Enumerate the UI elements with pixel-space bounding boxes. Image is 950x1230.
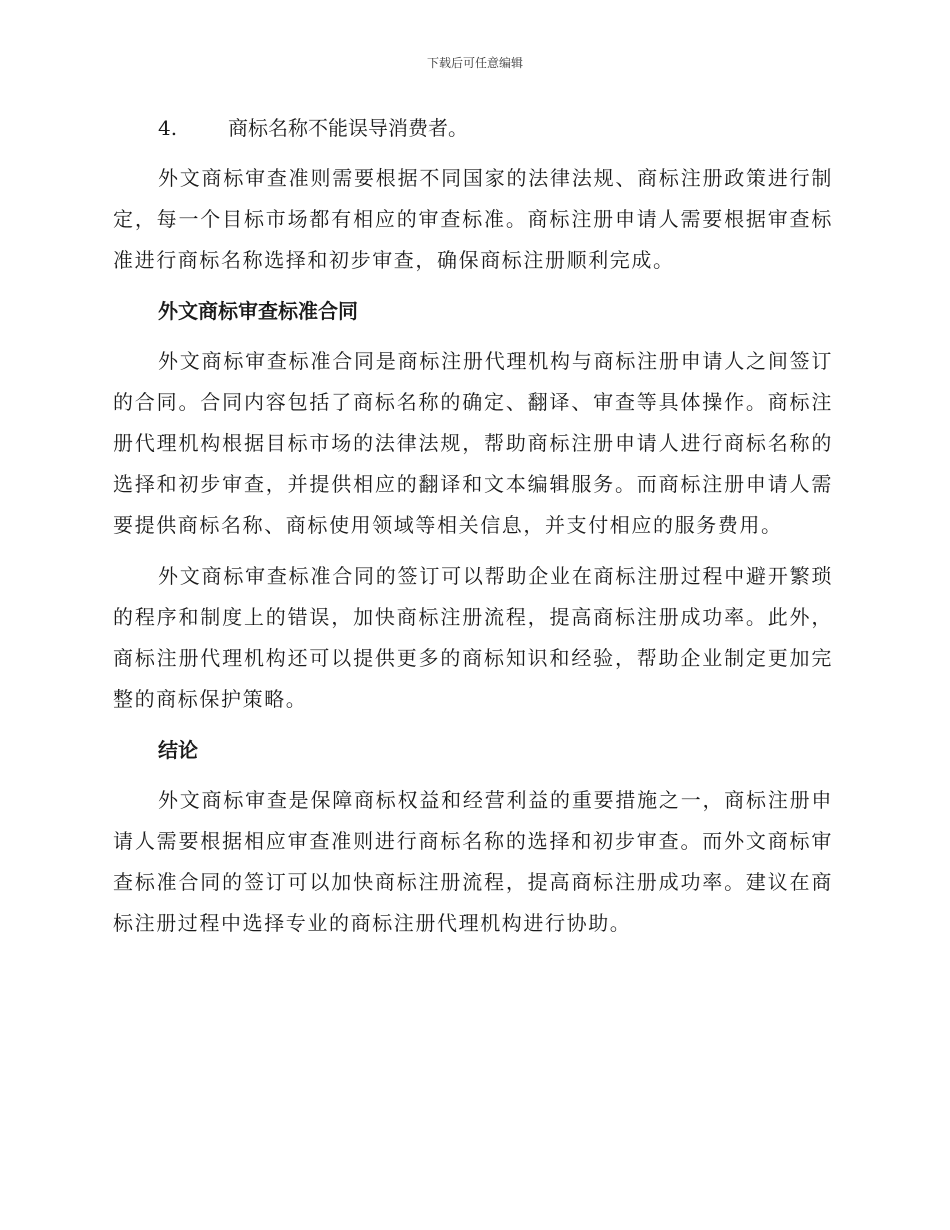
list-item-text: 商标名称不能误导消费者。 bbox=[228, 116, 468, 140]
paragraph-contract-definition: 外文商标审查标准合同是商标注册代理机构与商标注册申请人之间签订的合同。合同内容包括了商标名称的确定、翻译、审查等具体操作。商标注册代理机构根据目标市场的法律法规，帮助商标注册申请人进行商标名称的选择和初步审查，并提供相应的翻译和文本编辑服务。而商标注册申请人需要提供商标名称、商标使用领域等相关信息，并支付相应的服务费用。 bbox=[113, 349, 833, 537]
paragraph-review-rules: 外文商标审查准则需要根据不同国家的法律法规、商标注册政策进行制定，每一个目标市场都有相应的审查标准。商标注册申请人需要根据审查标准进行商标名称选择和初步审查，确保商标注册顺利完成。 bbox=[113, 166, 833, 272]
page-header: 下载后可任意编辑 bbox=[426, 56, 523, 70]
paragraph-contract-benefits: 外文商标审查标准合同的签订可以帮助企业在商标注册过程中避开繁琐的程序和制度上的错误，加快商标注册流程，提高商标注册成功率。此外，商标注册代理机构还可以提供更多的商标知识和经验，帮助企业制定更加完整的商标保护策略。 bbox=[113, 564, 833, 711]
list-item-number: 4. bbox=[158, 116, 178, 140]
section-heading-conclusion: 结论 bbox=[158, 738, 198, 762]
document-body bbox=[113, 108, 833, 954]
list-item bbox=[113, 108, 833, 148]
section-heading-contract: 外文商标审查标准合同 bbox=[158, 299, 358, 323]
paragraph-conclusion: 外文商标审查是保障商标权益和经营利益的重要措施之一，商标注册申请人需要根据相应审查准则进行商标名称的选择和初步审查。而外文商标审查标准合同的签订可以加快商标注册流程，提高商标注册成功率。建议在商标注册过程中选择专业的商标注册代理机构进行协助。 bbox=[113, 788, 833, 935]
